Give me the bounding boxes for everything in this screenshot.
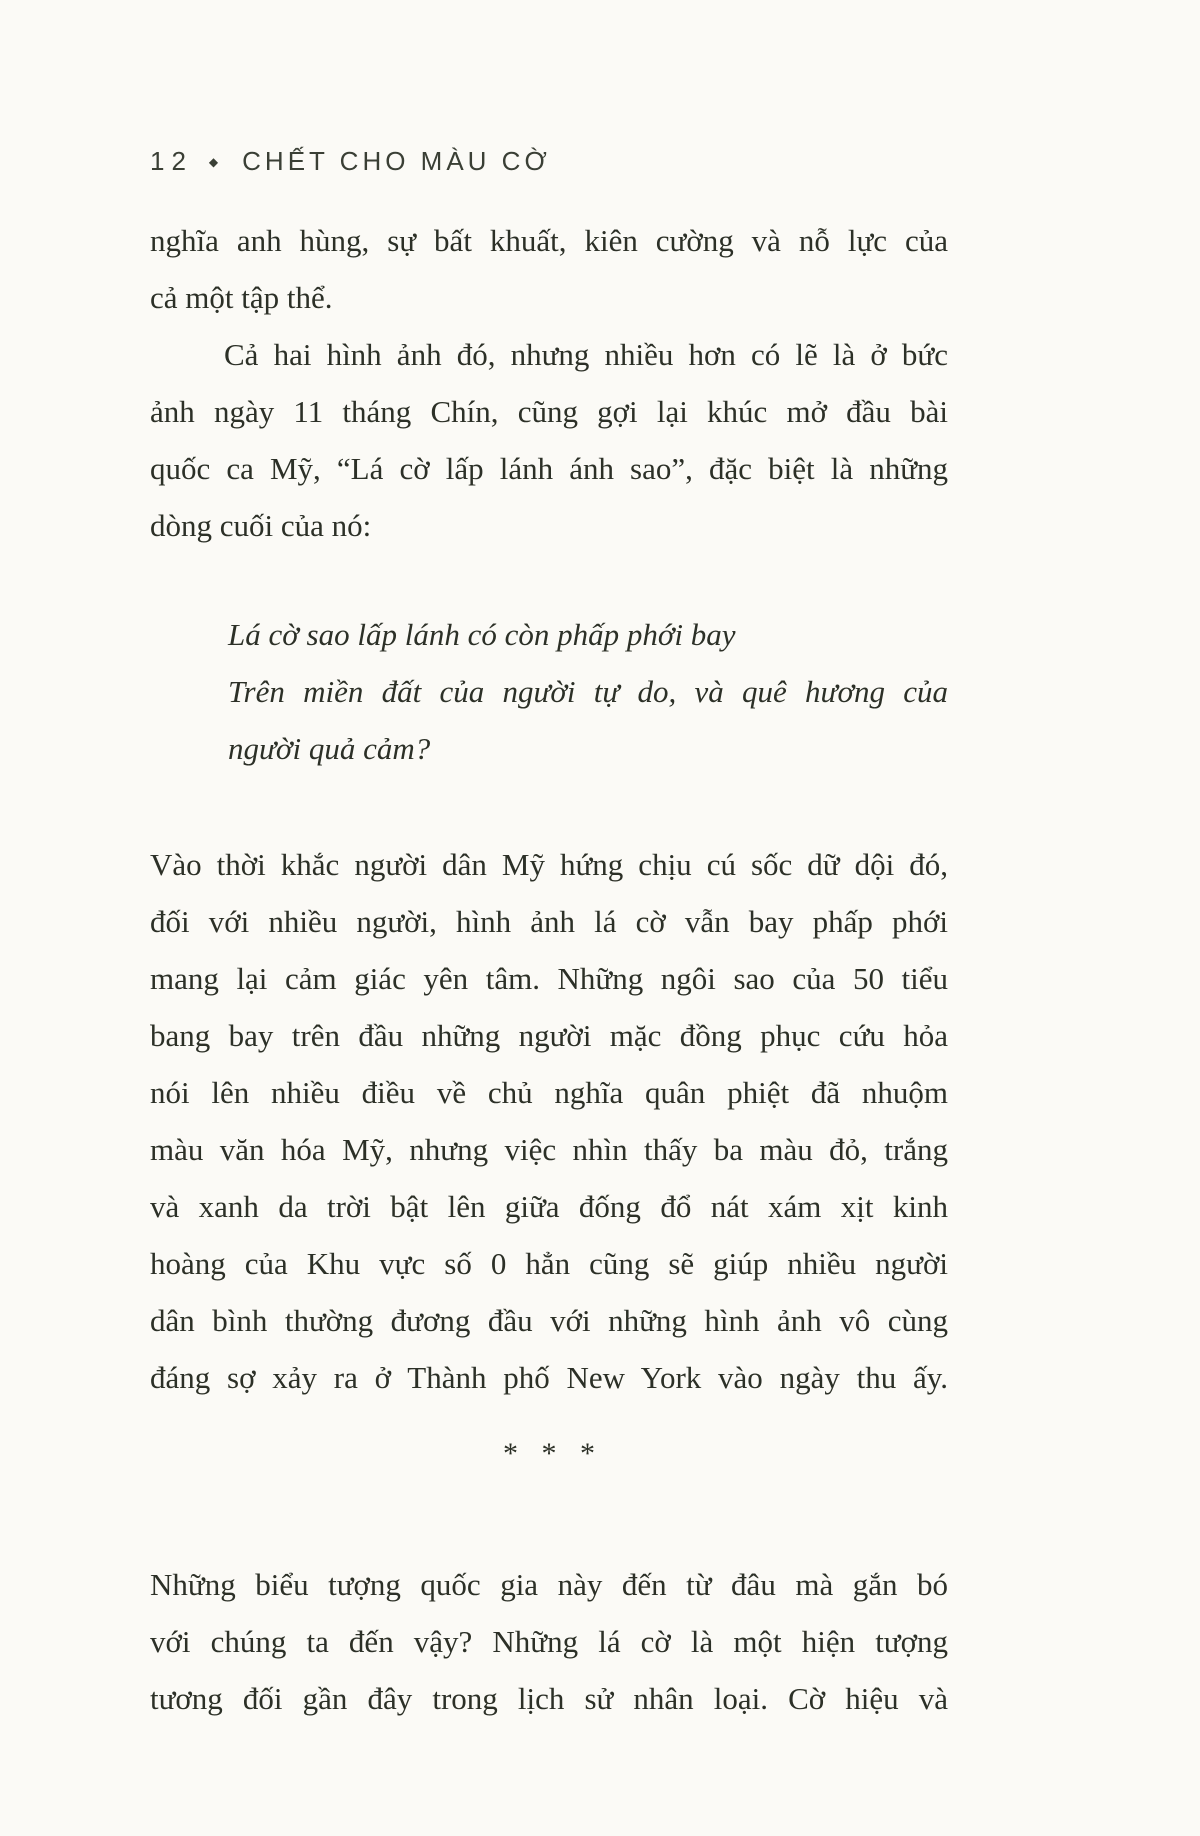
text-line: nghĩa anh hùng, sự bất khuất, kiên cường và nỗ lực của [150, 223, 948, 258]
text-line: tương đối gần đây trong lịch sử nhân loại. Cờ hiệu và [150, 1681, 948, 1716]
text-line: dân bình thường đương đầu với những hình ảnh vô cùng [150, 1303, 948, 1338]
text-line: quốc ca Mỹ, “Lá cờ lấp lánh ánh sao”, đặc biệt là những [150, 451, 948, 486]
page-number: 12 [150, 146, 193, 176]
running-title: CHẾT CHO MÀU CỜ [242, 146, 551, 176]
text-line: màu văn hóa Mỹ, nhưng việc nhìn thấy ba màu đỏ, trắng [150, 1132, 948, 1167]
text-line: với chúng ta đến vậy? Những lá cờ là một hiện tượng [150, 1624, 948, 1659]
closing-paragraph [150, 1556, 948, 1727]
text-line: Cả hai hình ảnh đó, nhưng nhiều hơn có lẽ là ở bức [224, 337, 948, 372]
page-header [150, 146, 551, 177]
text-line: nói lên nhiều điều về chủ nghĩa quân phiệt đã nhuộm [150, 1075, 948, 1110]
text-line: ảnh ngày 11 tháng Chín, cũng gợi lại khúc mở đầu bài [150, 394, 948, 429]
text-line: Những biểu tượng quốc gia này đến từ đâu mà gắn bó [150, 1567, 948, 1602]
text-line: dòng cuối của nó: [150, 508, 372, 543]
text-line: bang bay trên đầu những người mặc đồng phục cứu hỏa [150, 1018, 948, 1053]
section-break: * * * [503, 1437, 595, 1470]
text-line: Vào thời khắc người dân Mỹ hứng chịu cú sốc dữ dội đó, [150, 847, 948, 882]
text-line: cả một tập thể. [150, 280, 333, 315]
text-line: và xanh da trời bật lên giữa đống đổ nát xám xịt kinh [150, 1189, 948, 1224]
text-line: Trên miền đất của người tự do, và quê hương của [228, 674, 948, 709]
flag-reassurance-paragraph [150, 836, 948, 1406]
text-line: Lá cờ sao lấp lánh có còn phấp phới bay [228, 617, 736, 652]
text-line: đối với nhiều người, hình ảnh lá cờ vẫn bay phấp phới [150, 904, 948, 939]
anthem-verse-quote [228, 606, 948, 777]
diamond-separator-icon: ◆ [208, 155, 219, 169]
opening-paragraphs [150, 212, 948, 554]
text-line: mang lại cảm giác yên tâm. Những ngôi sao của 50 tiểu [150, 961, 948, 996]
text-line: hoàng của Khu vực số 0 hẳn cũng sẽ giúp nhiều người [150, 1246, 948, 1281]
text-line: người quả cảm? [228, 731, 431, 766]
text-line: đáng sợ xảy ra ở Thành phố New York vào ngày thu ấy. [150, 1360, 948, 1395]
